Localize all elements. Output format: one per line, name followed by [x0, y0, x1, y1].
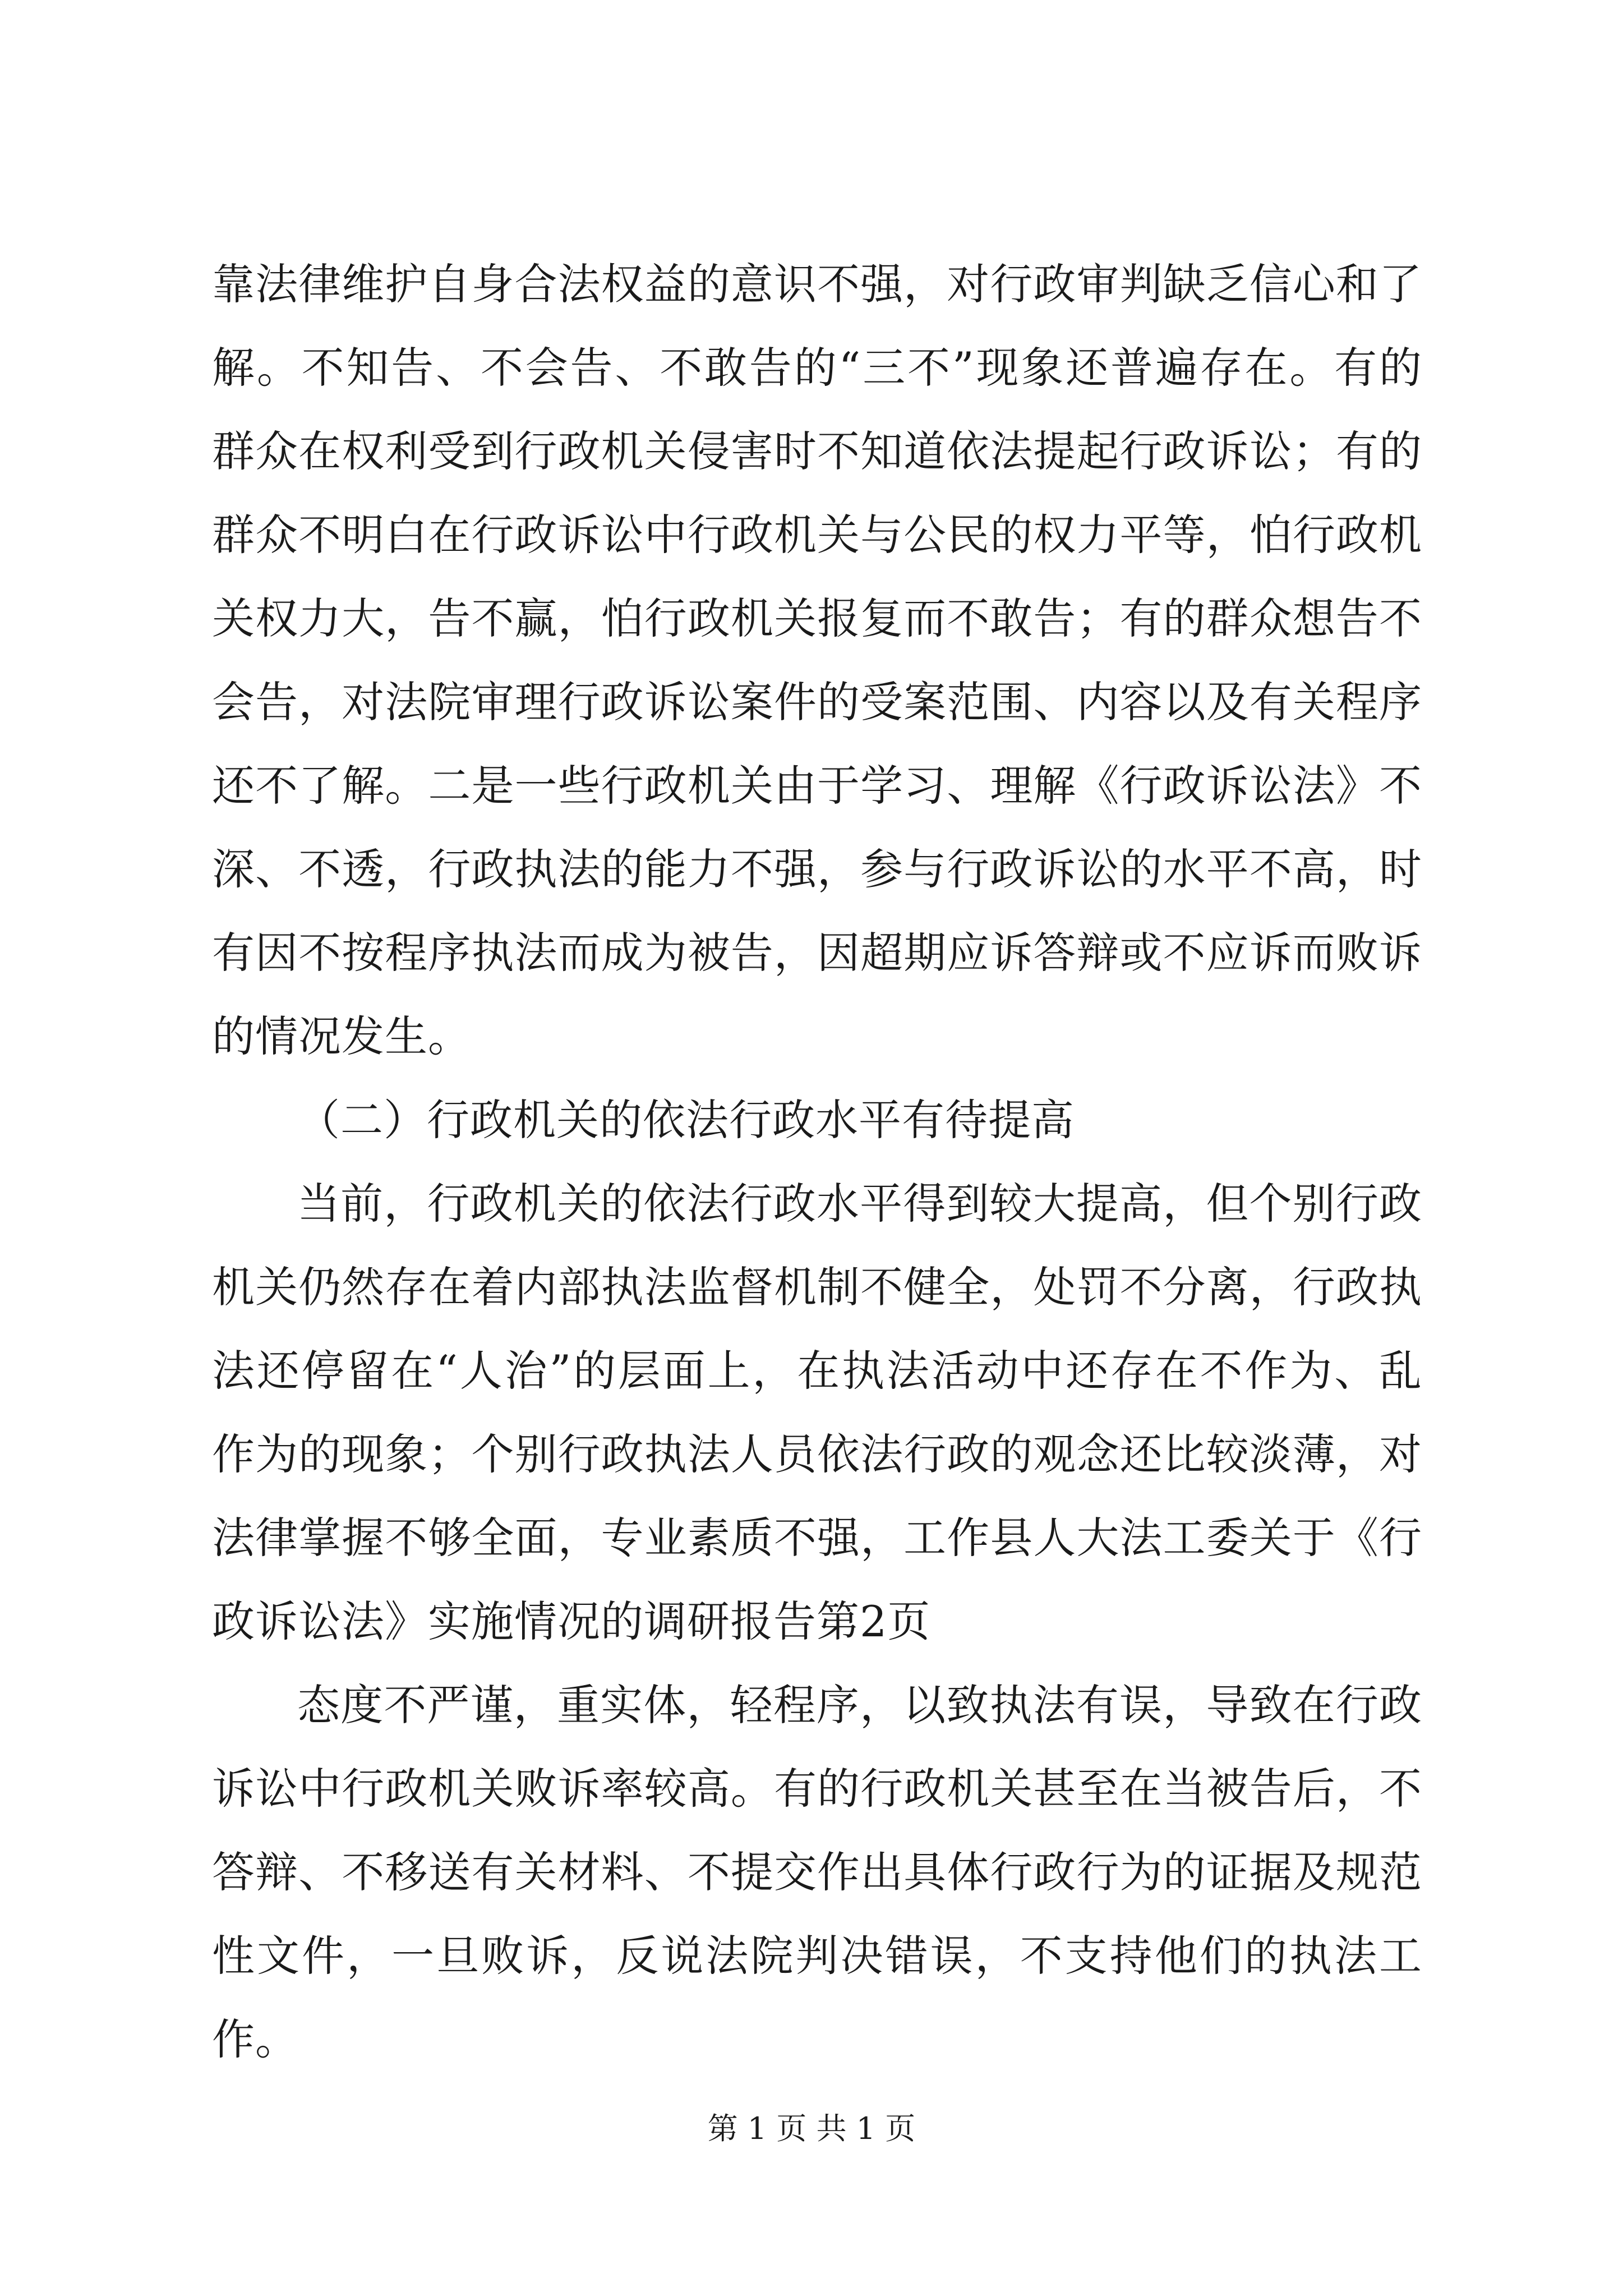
paragraph-body: 当前，行政机关的依法行政水平得到较大提高，但个别行政机关仍然存在着内部执法监督机制不健全，处罚不分离，行政执法还停留在“人治”的层面上，在执法活动中还存在不作为、乱作为的现象；个别行政执法人员依法行政的观念还比较淡薄，对法律掌握不够全面，专业素质不强，工作县人大法工委关于《行政诉讼法》实施情况的调研报告第2页 — [212, 1179, 1422, 1646]
paragraph-continuation: 靠法律维护自身合法权益的意识不强，对行政审判缺乏信心和了解。不知告、不会告、不敢告的“三不”现象还普遍存在。有的群众在权利受到行政机关侵害时不知道依法提起行政诉讼；有的群众不明白在行政诉讼中行政机关与公民的权力平等，怕行政机关权力大，告不赢，怕行政机关报复而不敢告；有的群众想告不会告，对法院审理行政诉讼案件的受案范围、内容以及有关程序还不了解。二是一些行政机关由于学习、理解《行政诉讼法》不深、不透，行政执法的能力不强，参与行政诉讼的水平不高，时有因不按程序执法而成为被告，因超期应诉答辩或不应诉而败诉的情况发生。 — [212, 259, 1422, 1061]
document-body — [212, 242, 1422, 2081]
paragraph-body: 态度不严谨，重实体，轻程序，以致执法有误，导致在行政诉讼中行政机关败诉率较高。有的行政机关甚至在当被告后，不答辩、不移送有关材料、不提交作出具体行政行为的证据及规范性文件，一旦败诉，反说法院判决错误，不支持他们的执法工作。 — [212, 1680, 1422, 2064]
page-footer: 第 1 页 共 1 页 — [707, 2111, 916, 2146]
section-heading: （二）行政机关的依法行政水平有待提高 — [297, 1095, 1075, 1145]
